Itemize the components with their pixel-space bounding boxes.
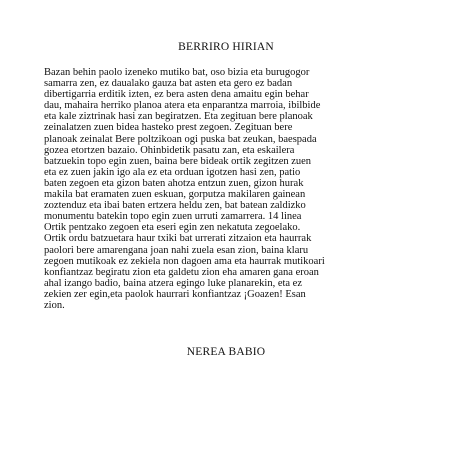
story-line: zeinalatzen zuen bidea hasteko prest zegoen. Zegituan bere [44, 122, 293, 134]
document-author: NEREA BABIO [186, 346, 266, 358]
story-line: gozea etortzen bazaio. Ohinbidetik pasatu zan, eta eskailera [44, 144, 295, 156]
story-line: konfiantzaz begiratu zion eta galdetu zion eha amaren gana eroan [44, 266, 319, 278]
story-line: zoztenduz eta ibai baten ertzera heldu zen, bat batean zaldizko [44, 200, 306, 212]
story-line: zion. [44, 299, 65, 311]
document-title: BERRIRO HIRIAN [178, 41, 274, 53]
story-line: planoak zeinalat Bere poltzikoan ogi puska bat zeukan, baespada [44, 133, 317, 145]
story-line: baten zegoen eta gizon baten ahotza entzun zuen, gizon hurak [44, 177, 304, 189]
story-line: ahal izango badio, baina atzera egingo luke planarekin, eta ez [44, 277, 302, 289]
story-line: batzuekin topo egin zuen, baina bere bideak ortik zegitzen zuen [44, 155, 312, 167]
story-line: monumentu batekin topo egin zuen urruti zamarrera. 14 linea [44, 211, 302, 223]
story-line: eta kale ziztrinak hasi zan begiratzen. Eta zegituan bere planoak [44, 111, 313, 123]
story-line: zegoen mutikoak ez zekiela non dagoen ama eta haurrak mutikoari [44, 255, 325, 267]
story-line: dibertigarria erditik izten, ez bera asten dena amaitu egin behar [44, 89, 309, 101]
story-line: paolori bere amarengana joan nahi zuela esan zion, baina klaru [44, 244, 309, 256]
story-body [44, 67, 414, 311]
story-line: samarra zen, ez daualako gauza bat asten eta gero ez badan [44, 78, 293, 90]
story-line: Ortik ordu batzuetara haur txiki bat urrerati zitzaion eta haurrak [44, 233, 312, 245]
story-line: Ortik pentzako zegoen eta eseri egin zen nekatuta zegoelako. [44, 222, 301, 234]
story-line: Bazan behin paolo izeneko mutiko bat, oso bizia eta burugogor [44, 67, 310, 78]
story-line: zekien zer egin,eta paolok haurrari konfiantzaz ¡Goazen! Esan [44, 288, 306, 300]
story-line: eta ez zuen jakin igo ala ez eta orduan igotzen hasi zen, patio [44, 166, 301, 178]
story-line: dau, mahaira herriko planoa atera eta enparantza marroia, ibilbide [44, 100, 321, 112]
story-line: makila bat eramaten zuen eskuan, gorputza makilaren gainean [44, 189, 306, 201]
